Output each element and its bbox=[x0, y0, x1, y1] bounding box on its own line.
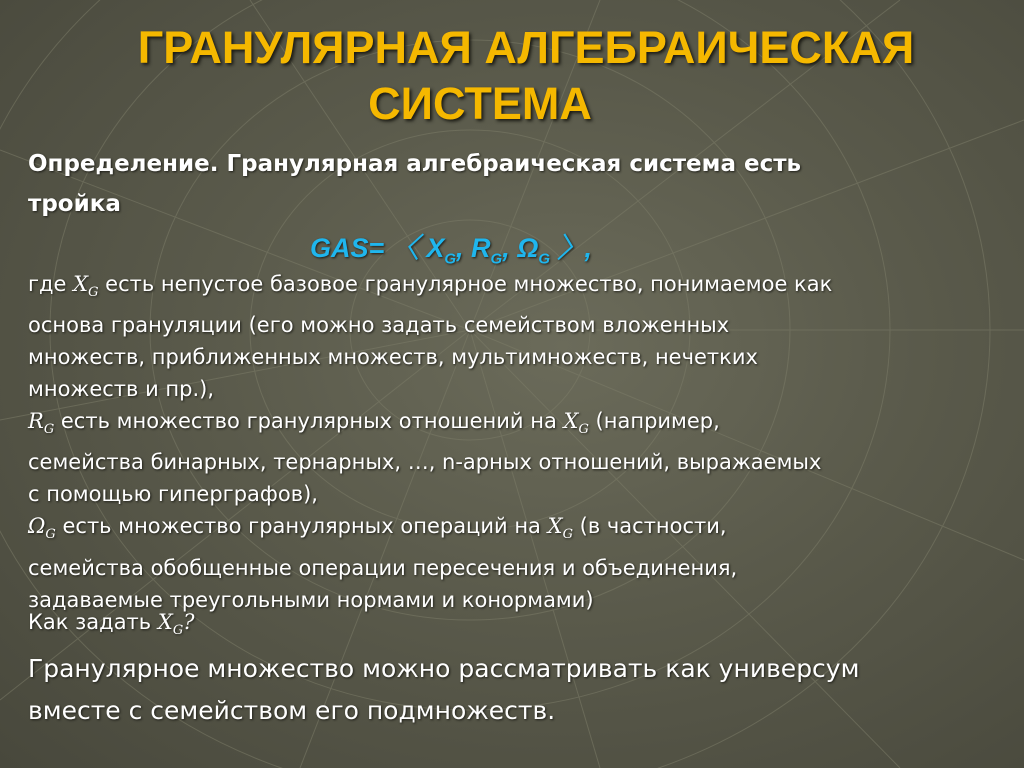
rg-xg-letter: X bbox=[563, 409, 579, 434]
question-symbol-sub: G bbox=[172, 623, 184, 639]
answer-line-1: Гранулярное множество можно рассматривать как универсум bbox=[28, 654, 860, 683]
definition-line-2: тройка bbox=[28, 191, 121, 217]
og-xg-symbol bbox=[547, 514, 573, 543]
definition-body bbox=[28, 268, 1008, 616]
xg-paragraph bbox=[28, 268, 1008, 405]
formula-comma-3: , bbox=[584, 233, 593, 263]
question-symbol bbox=[157, 610, 184, 639]
rg-line-1a: есть множество гранулярных отношений на bbox=[54, 409, 564, 434]
rg-xg-sub: G bbox=[578, 422, 589, 438]
og-symbol bbox=[28, 514, 56, 543]
xg-symbol-sub: G bbox=[88, 285, 99, 301]
rg-line-3: с помощью гиперграфов), bbox=[28, 482, 318, 507]
answer-line-2: вместе с семейством его подмножеств. bbox=[28, 696, 556, 725]
og-paragraph bbox=[28, 510, 1008, 615]
xg-line-3: множеств, приближенных множеств, мультимножеств, нечетких bbox=[28, 345, 758, 370]
formula-omega-sub: G bbox=[538, 250, 550, 268]
answer bbox=[28, 648, 1008, 732]
formula-prefix: GAS= bbox=[310, 233, 385, 263]
rg-symbol bbox=[28, 409, 55, 438]
xg-line-2: основа грануляции (его можно задать семейством вложенных bbox=[28, 313, 730, 338]
og-xg-sub: G bbox=[562, 527, 573, 543]
xg-line-4: множеств и пр.), bbox=[28, 377, 215, 402]
question-symbol-letter: X bbox=[157, 610, 173, 634]
formula-x: X bbox=[426, 233, 445, 263]
formula-right-bracket: 〉 bbox=[557, 233, 585, 263]
og-symbol-sub: G bbox=[45, 527, 56, 543]
rg-symbol-letter: R bbox=[28, 409, 44, 434]
formula-r: R bbox=[471, 233, 491, 263]
rg-line-1b: (например, bbox=[588, 409, 720, 434]
og-line-2: семейства обобщенные операции пересечения и объединения, bbox=[28, 555, 738, 580]
og-symbol-letter: Ω bbox=[28, 514, 46, 539]
og-line-3: задаваемые треугольными нормами и конормами) bbox=[28, 587, 594, 612]
rg-paragraph bbox=[28, 405, 1008, 510]
formula-comma-2: , bbox=[502, 233, 510, 263]
formula-left-bracket: 〈 bbox=[391, 233, 419, 263]
question bbox=[28, 610, 194, 638]
xg-line-1: есть непустое базовое гранулярное множество, понимаемое как bbox=[98, 272, 833, 296]
rg-line-2: семейства бинарных, тернарных, …, n-арных отношений, выражаемых bbox=[28, 450, 822, 475]
definition-line-1: Определение. Гранулярная алгебраическая система есть bbox=[28, 151, 802, 177]
formula-x-sub: G bbox=[444, 250, 456, 268]
question-mark: ? bbox=[183, 610, 195, 634]
slide-title bbox=[40, 20, 1020, 132]
og-line-1b: (в частности, bbox=[572, 514, 727, 539]
xg-pre: где bbox=[28, 272, 74, 296]
rg-xg-symbol bbox=[563, 409, 589, 438]
formula-r-sub: G bbox=[490, 250, 503, 268]
title-line-1: ГРАНУЛЯРНАЯ АЛГЕБРАИЧЕСКАЯ bbox=[137, 22, 915, 73]
gas-formula bbox=[310, 226, 592, 267]
formula-comma-1: , bbox=[456, 233, 464, 263]
xg-symbol-letter: X bbox=[73, 272, 89, 296]
og-line-1a: есть множество гранулярных операций на bbox=[55, 514, 548, 539]
title-line-2: СИСТЕМА bbox=[368, 78, 592, 129]
xg-symbol bbox=[73, 272, 99, 301]
rg-symbol-sub: G bbox=[43, 422, 55, 438]
definition bbox=[28, 144, 1008, 224]
og-xg-letter: X bbox=[547, 514, 563, 539]
formula-omega: Ω bbox=[517, 233, 539, 263]
question-pre: Как задать bbox=[28, 610, 158, 634]
